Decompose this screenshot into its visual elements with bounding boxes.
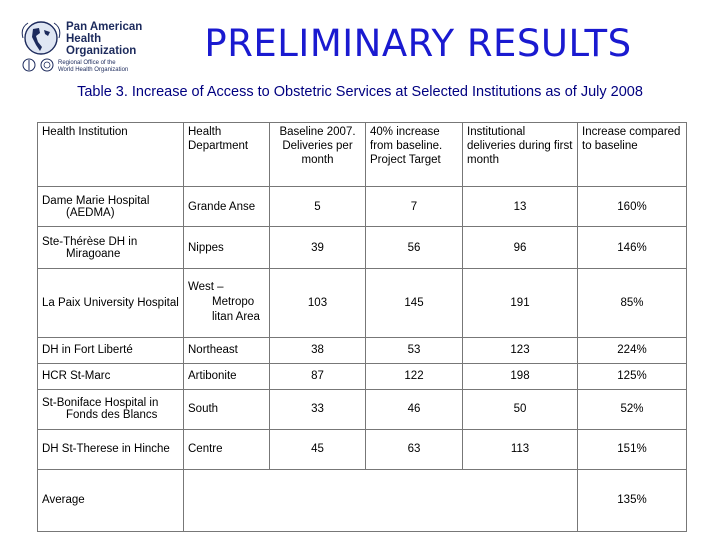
cell-department: Artibonite (184, 363, 270, 389)
cell-target: 7 (366, 187, 463, 227)
header-first-month: Institutional deliveries during first month (463, 123, 578, 187)
cell-baseline: 39 (270, 227, 366, 269)
paho-globe-emblem (20, 20, 62, 56)
average-row (38, 469, 687, 531)
cell-department: Nippes (184, 227, 270, 269)
table-caption: Table 3. Increase of Access to Obstetric Services at Selected Institutions as of July 2008 (77, 84, 643, 100)
cell-increase: 125% (578, 363, 687, 389)
who-affiliation: Regional Office of the World Health Organization (58, 60, 129, 73)
cell-institution: DH St-Therese in Hinche (38, 429, 184, 469)
un-emblem-icon (40, 58, 54, 72)
cell-baseline: 87 (270, 363, 366, 389)
cell-increase: 52% (578, 389, 687, 429)
average-label: Average (38, 469, 184, 531)
cell-first-month: 123 (463, 337, 578, 363)
table-row (38, 363, 687, 389)
cell-target: 122 (366, 363, 463, 389)
cell-increase: 146% (578, 227, 687, 269)
results-table (37, 122, 687, 532)
cell-baseline: 103 (270, 269, 366, 337)
average-increase: 135% (578, 469, 687, 531)
cell-baseline: 33 (270, 389, 366, 429)
cell-institution: HCR St-Marc (38, 363, 184, 389)
cell-baseline: 38 (270, 337, 366, 363)
cell-institution: St-Boniface Hospital in Fonds des Blancs (38, 389, 184, 429)
cell-first-month: 198 (463, 363, 578, 389)
header-baseline: Baseline 2007. Deliveries per month (270, 123, 366, 187)
cell-baseline: 5 (270, 187, 366, 227)
cell-first-month: 191 (463, 269, 578, 337)
header-increase: Increase compared to baseline (578, 123, 687, 187)
cell-increase: 224% (578, 337, 687, 363)
cell-increase: 85% (578, 269, 687, 337)
cell-target: 145 (366, 269, 463, 337)
cell-department: West – Metropo litan Area (184, 269, 270, 337)
header-health-department: Health Department (184, 123, 270, 187)
header-project-target: 40% increase from baseline. Project Target (366, 123, 463, 187)
who-emblem-icon (22, 58, 36, 72)
cell-first-month: 50 (463, 389, 578, 429)
cell-department: Centre (184, 429, 270, 469)
cell-department: Grande Anse (184, 187, 270, 227)
cell-increase: 160% (578, 187, 687, 227)
paho-logo (20, 20, 155, 75)
table-row (38, 337, 687, 363)
cell-institution: La Paix University Hospital (38, 269, 184, 337)
cell-first-month: 113 (463, 429, 578, 469)
cell-first-month: 96 (463, 227, 578, 269)
table-row (38, 389, 687, 429)
cell-department: South (184, 389, 270, 429)
cell-target: 63 (366, 429, 463, 469)
cell-target: 46 (366, 389, 463, 429)
cell-department: Northeast (184, 337, 270, 363)
cell-institution: DH in Fort Liberté (38, 337, 184, 363)
cell-institution: Ste-Thérèse DH in Miragoane (38, 227, 184, 269)
average-empty-cell (184, 469, 578, 531)
cell-target: 56 (366, 227, 463, 269)
page-title: PRELIMINARY RESULTS (204, 22, 632, 65)
organization-name: Pan American Health Organization (66, 21, 143, 57)
cell-increase: 151% (578, 429, 687, 469)
cell-baseline: 45 (270, 429, 366, 469)
table-row (38, 429, 687, 469)
cell-first-month: 13 (463, 187, 578, 227)
table-row (38, 227, 687, 269)
table-row (38, 269, 687, 337)
cell-institution: Dame Marie Hospital (AEDMA) (38, 187, 184, 227)
cell-target: 53 (366, 337, 463, 363)
table-header-row (38, 123, 687, 187)
header-health-institution: Health Institution (38, 123, 184, 187)
table-row (38, 187, 687, 227)
